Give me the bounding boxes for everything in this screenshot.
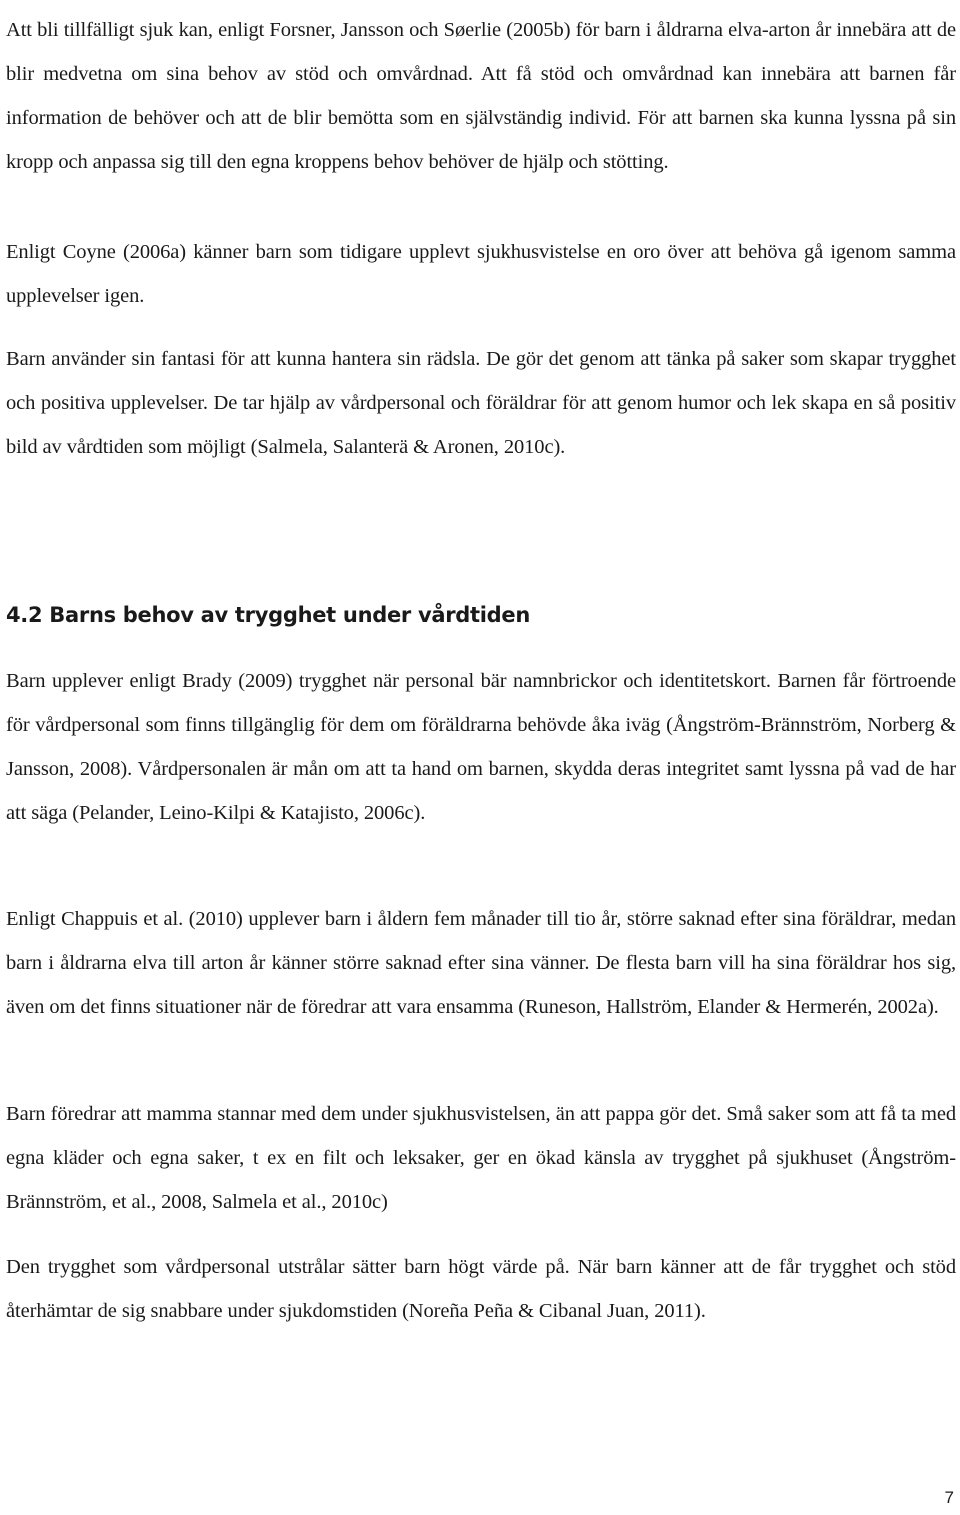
paragraph-illness-awareness: Att bli tillfälligt sjuk kan, enligt Forsner, Jansson och Søerlie (2005b) för barn i åldrarna elva-arton år innebära att de blir medvetna om sina behov av stöd och omvårdnad. Att få stöd och omvårdnad kan innebära att barnen får information de behöver och att de blir bemötta som en självständig individ. För att barnen ska kunna lyssna på sin kropp och anpassa sig till den egna kroppens behov behöver de hjälp och stötting. bbox=[6, 19, 956, 173]
paragraph-staff-security: Den trygghet som vårdpersonal utstrålar sätter barn högt värde på. När barn känner att de får trygghet och stöd återhämtar de sig snabbare under sjukdomstiden (Noreña Peña & Cibanal Juan, 2011). bbox=[6, 1256, 956, 1322]
paragraph-brady: Barn upplever enligt Brady (2009) trygghet när personal bär namnbrickor och identitetskort. Barnen får förtroende för vårdpersonal som finns tillgänglig för dem om föräldrarna behövde åka iväg (Ångström-Brännström, Norberg & Jansson, 2008). Vårdpersonalen är mån om att ta hand om barnen, skydda deras integritet samt lyssna på vad de har att säga (Pelander, Leino-Kilpi & Katajisto, 2006c). bbox=[6, 670, 956, 824]
page-number: 7 bbox=[944, 1488, 954, 1507]
paragraph-chappuis: Enligt Chappuis et al. (2010) upplever barn i åldern fem månader till tio år, större saknad efter sina föräldrar, medan barn i åldrarna elva till arton år känner större saknad efter sina vänner. De flesta barn vill ha sina föräldrar hos sig, även om det finns situationer när de föredrar att vara ensamma (Runeson, Hallström, Elander & Hermerén, 2002a). bbox=[6, 908, 956, 1018]
paragraph-coyne: Enligt Coyne (2006a) känner barn som tidigare upplevt sjukhusvistelse en oro över att behöva gå igenom samma upplevelser igen. bbox=[6, 241, 956, 307]
section-heading: 4.2 Barns behov av trygghet under vårdtiden bbox=[6, 603, 530, 627]
paragraph-fantasy: Barn använder sin fantasi för att kunna hantera sin rädsla. De gör det genom att tänka på saker som skapar trygghet och positiva upplevelser. De tar hjälp av vårdpersonal och föräldrar för att genom humor och lek skapa en så positiv bild av vårdtiden som möjligt (Salmela, Salanterä & Aronen, 2010c). bbox=[6, 348, 956, 458]
paragraph-mother-stay: Barn föredrar att mamma stannar med dem under sjukhusvistelsen, än att pappa gör det. Små saker som att få ta med egna kläder och egna saker, t ex en filt och leksaker, ger en ökad känsla av trygghet på sjukhuset (Ångström-Brännström, et al., 2008, Salmela et al., 2010c) bbox=[6, 1103, 956, 1213]
